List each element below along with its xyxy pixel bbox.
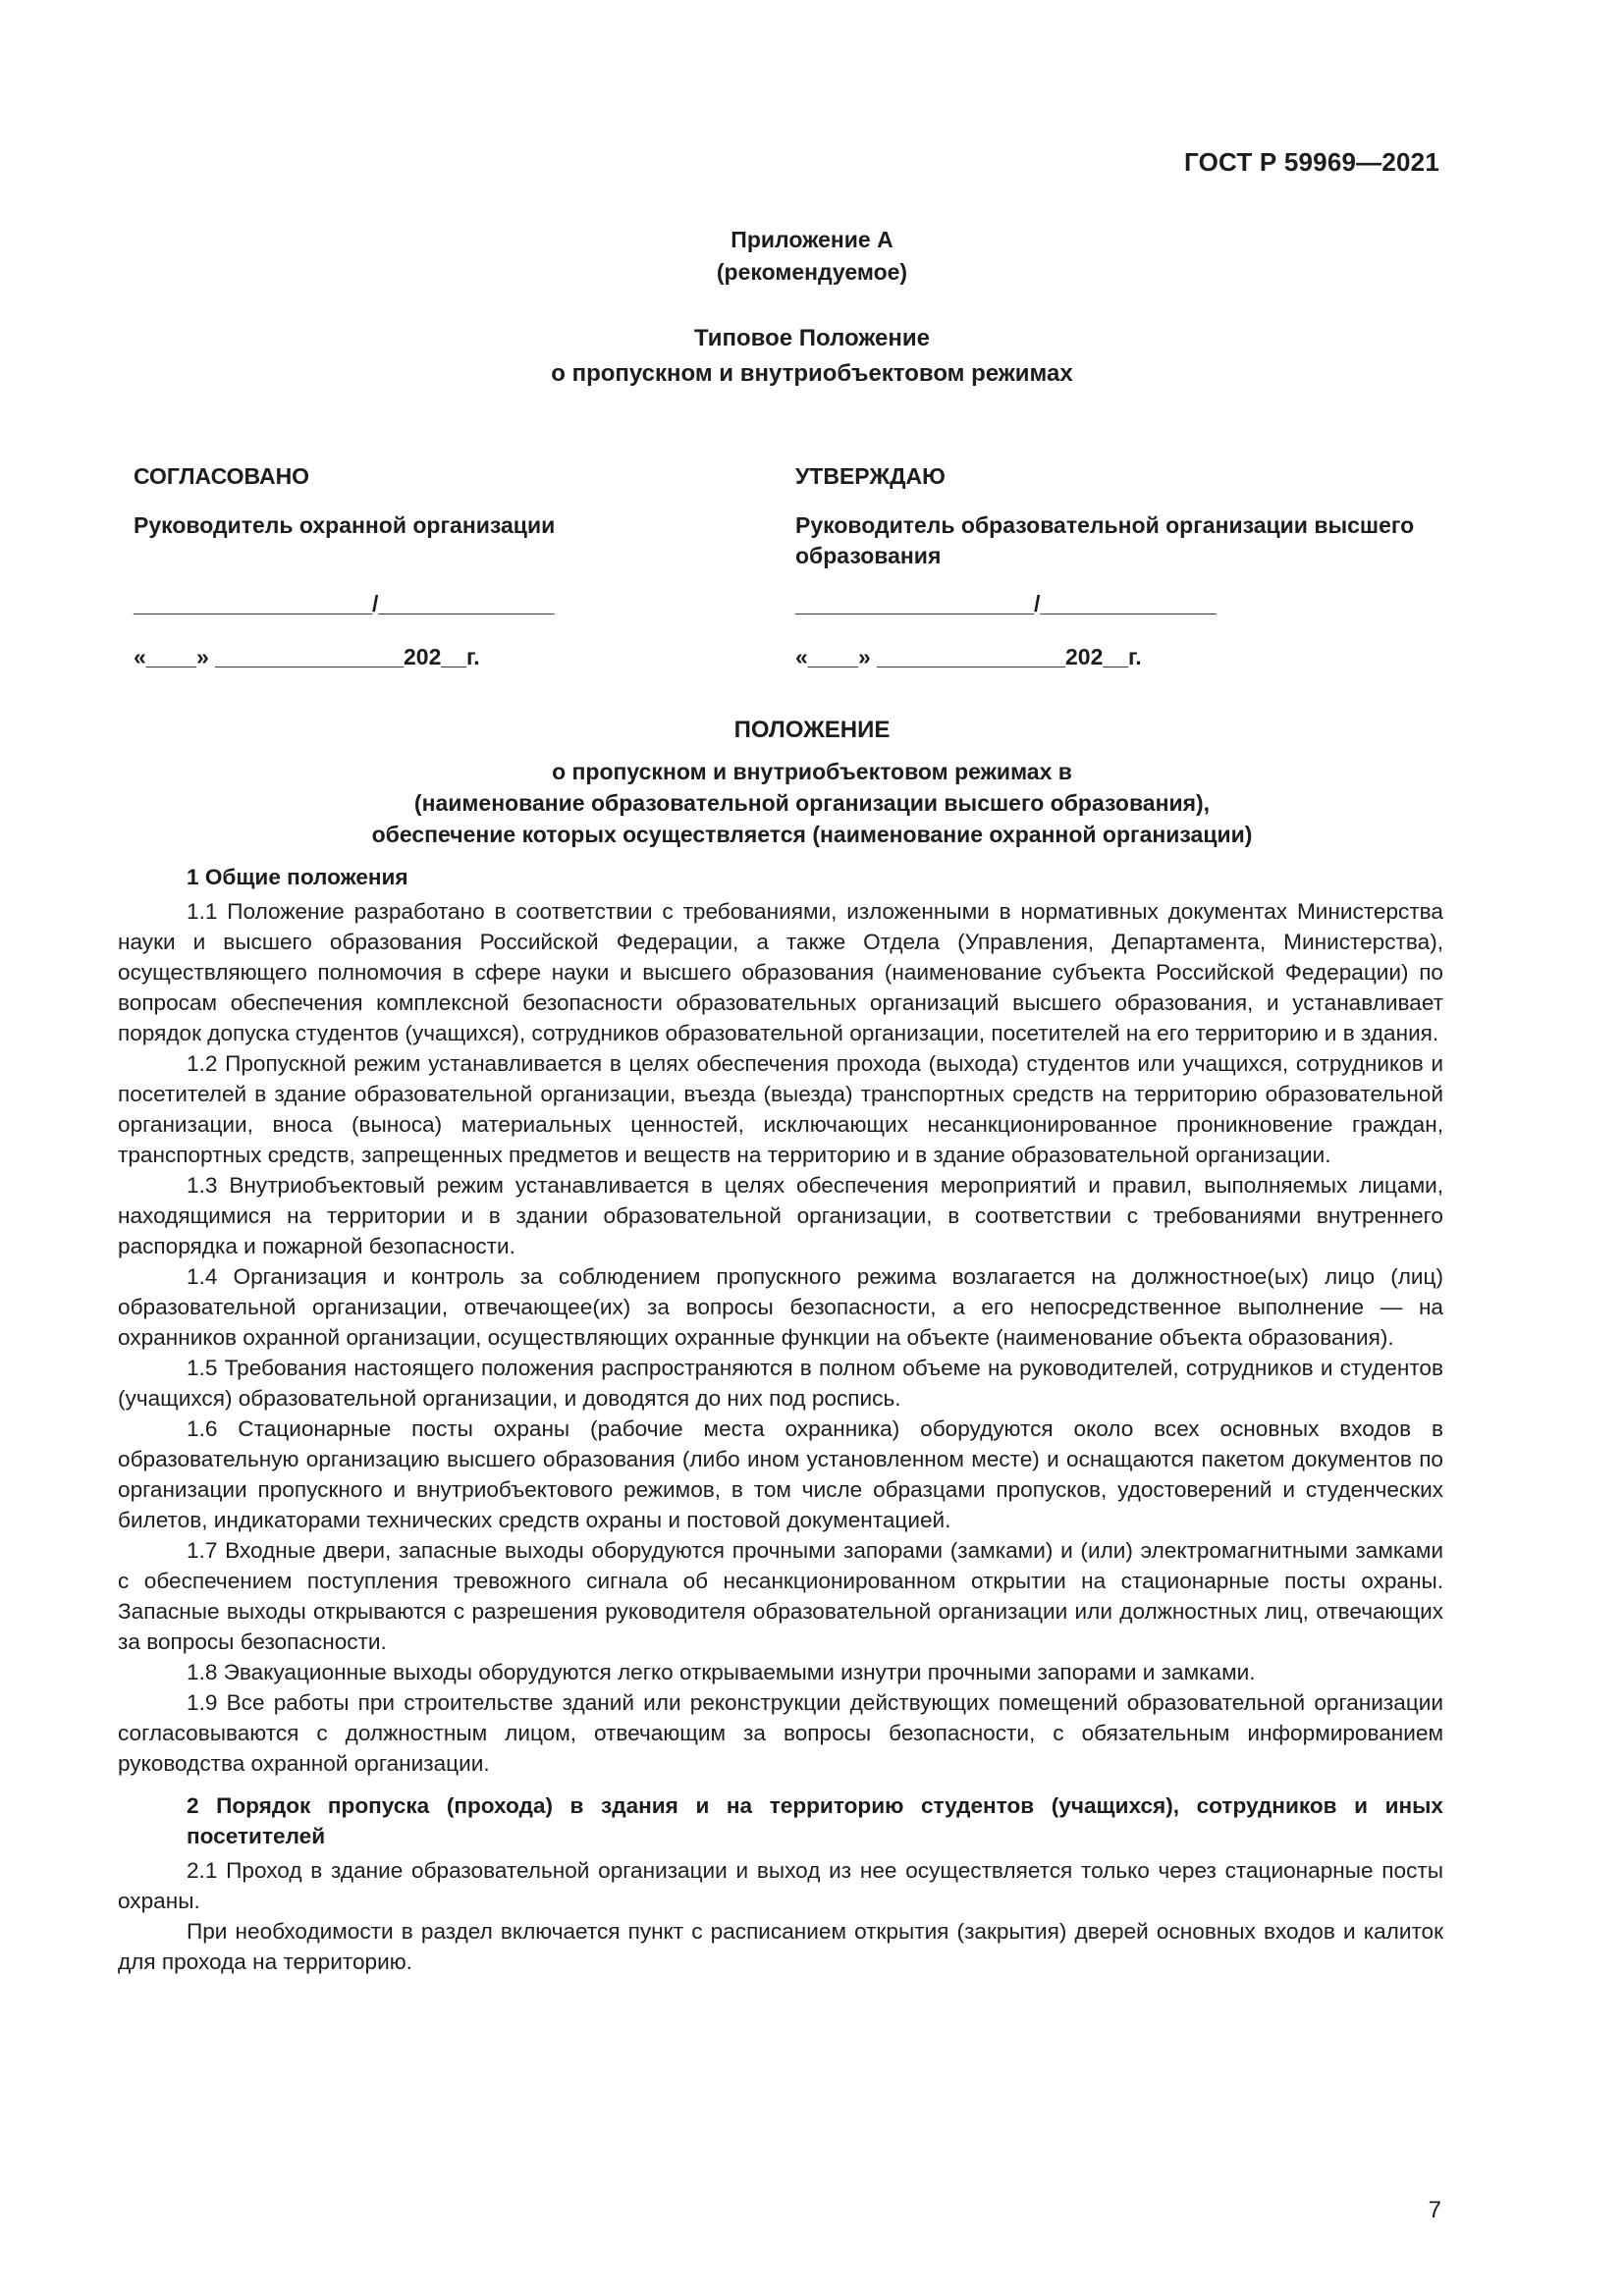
paragraph-1-1: 1.1 Положение разработано в соответствии с требованиями, изложенными в нормативных документах Министерства науки и высшего образования Российской Федерации, а также Отдела (Управления, Департамента, Министерства), осуществляющего полномочия в сфере науки и высшего образования (наименование субъекта Российской Федерации) по вопросам обеспечения комплексной безопасности образовательных организаций высшего образования, и устанавливает порядок допуска студентов (учащихся), сотрудников образовательной организации, посетителей на его территорию и в здания. [118,899,1443,1045]
agreed-signature-line: ___________________/______________ [134,591,555,616]
paragraph-2-note: При необходимости в раздел включается пункт с расписанием открытия (закрытия) дверей основных входов и калиток для прохода на территорию. [118,1919,1443,1974]
approved-role: Руководитель образовательной организации высшего образования [795,512,1415,568]
approval-block-approved [795,461,1502,671]
paragraph-2-1: 2.1 Проход в здание образовательной организации и выход из нее осуществляется только через стационарные посты охраны. [118,1858,1443,1913]
paragraph-1-6: 1.6 Стационарные посты охраны (рабочие места охранника) оборудуются около всех основных входов в образовательную организацию высшего образования (либо ином установленном месте) и оснащаются пакетом документов по организации пропускного и внутриобъектового режимов, в том числе образцами пропусков, удостоверений и студенческих билетов, индикаторами технических средств охраны и постовой документацией. [118,1416,1443,1532]
regulation-subtitle-line3: обеспечение которых осуществляется (наименование охранной организации) [371,822,1253,847]
paragraph-1-7: 1.7 Входные двери, запасные выходы оборудуются прочными запорами (замками) и (или) электромагнитными замками с обеспечением поступления тревожного сигнала об несанкционированном открытии на стационарные посты охраны. Запасные выходы открываются с разрешения руководителя образовательной организации или должностных лиц, отвечающих за вопросы безопасности. [118,1538,1443,1654]
page-number: 7 [1428,2197,1441,2223]
document-title-line2: о пропускном и внутриобъектовом режимах [551,360,1073,387]
paragraph-1-5: 1.5 Требования настоящего положения распространяются в полном объеме на руководителей, сотрудников и студентов (учащихся) образовательной организации, и доводятся до них под роспись. [118,1356,1443,1411]
document-title-line1: Типовое Положение [694,325,930,351]
standard-code: ГОСТ Р 59969—2021 [1184,147,1439,177]
regulation-subtitle [0,756,1624,850]
document-body [118,862,1443,1977]
document-title [0,321,1624,392]
regulation-subtitle-line2: (наименование образовательной организации высшего образования), [413,790,1211,816]
agreed-role: Руководитель охранной организации [134,512,556,538]
agreed-date-line: «____» _______________202__г. [134,644,480,669]
paragraph-1-4: 1.4 Организация и контроль за соблюдением пропускного режима возлагается на должностное(ых) лицо (лиц) образовательной организации, отвечающее(их) за вопросы безопасности, а его непосредственное выполнение — на охранников охранной организации, осуществляющих охранные функции на объекте (наименование объекта образования). [118,1264,1443,1350]
paragraph-1-8: 1.8 Эвакуационные выходы оборудуются легко открываемыми изнутри прочными запорами и замками. [187,1660,1256,1684]
approval-block-agreed [134,461,683,671]
regulation-subtitle-line1: о пропускном и внутриобъектовом режимах в [552,759,1072,784]
agreed-heading: СОГЛАСОВАНО [134,463,310,489]
section-1-heading: 1 Общие положения [187,865,408,889]
paragraph-1-2: 1.2 Пропускной режим устанавливается в целях обеспечения прохода (выхода) студентов или учащихся, сотрудников и посетителей в здание образовательной организации, въезда (выезда) транспортных средств на территорию образовательной организации, вноса (выноса) материальных ценностей, исключающих несанкционированное проникновение граждан, транспортных средств, запрещенных предметов и веществ на территорию и в здание образовательной организации. [118,1051,1443,1167]
appendix-title: Приложение А [731,227,893,252]
appendix-status: (рекомендуемое) [716,259,908,285]
approved-heading: УТВЕРЖДАЮ [795,463,946,489]
approved-date-line: «____» _______________202__г. [795,644,1142,669]
appendix-header [0,224,1624,289]
regulation-title: ПОЛОЖЕНИЕ [733,717,891,743]
approved-signature-line: ___________________/______________ [795,591,1217,616]
paragraph-1-3: 1.3 Внутриобъектовый режим устанавливается в целях обеспечения мероприятий и правил, выполняемых лицами, находящимися на территории и в здании образовательной организации, в соответствии с требованиями внутреннего распорядка и пожарной безопасности. [118,1173,1443,1258]
paragraph-1-9: 1.9 Все работы при строительстве зданий или реконструкции действующих помещений образовательной организации согласовываются с должностным лицом, отвечающим за вопросы безопасности, с обязательным информированием руководства охранной организации. [118,1690,1443,1776]
section-2-heading: 2 Порядок пропуска (прохода) в здания и на территорию студентов (учащихся), сотрудников и иных посетителей [187,1793,1443,1848]
